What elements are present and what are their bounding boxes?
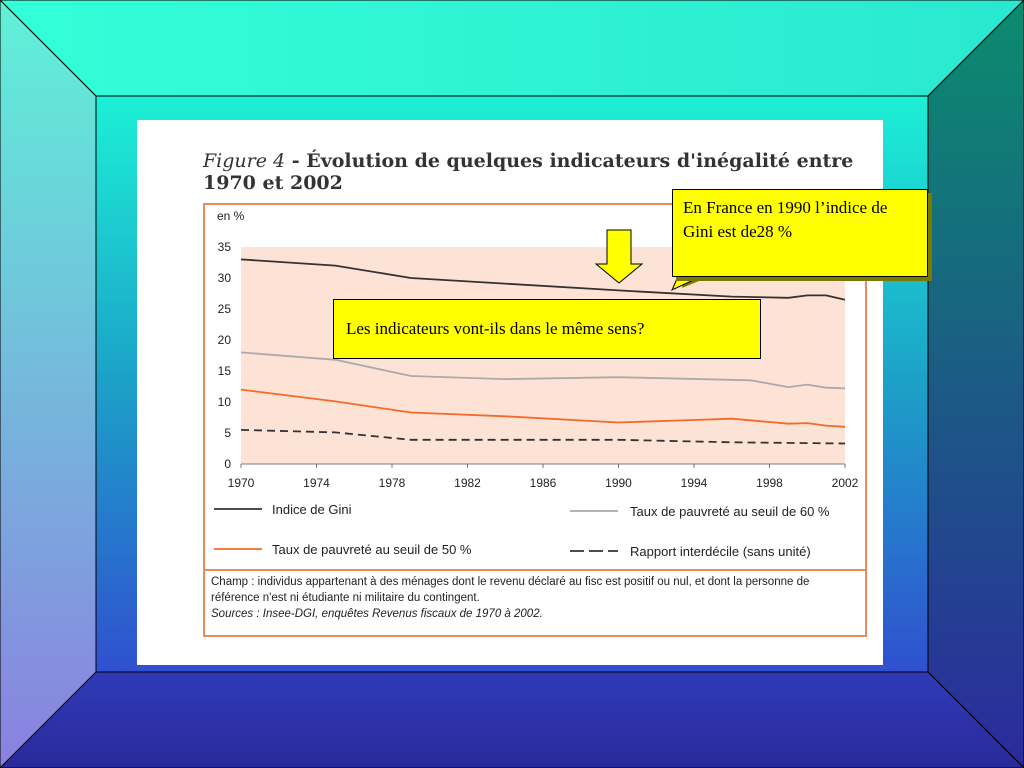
y-tick-label: 20 (217, 333, 231, 347)
figure-title-text: - Évolution de quelques indicateurs d'inégalité entre 1970 et 2002 (203, 150, 854, 194)
y-tick-label: 35 (217, 240, 231, 254)
y-tick-label: 0 (224, 457, 231, 471)
x-tick-label: 1998 (756, 476, 783, 490)
y-tick-label: 25 (217, 302, 231, 316)
x-tick-label: 1970 (227, 476, 255, 490)
x-tick-label: 1974 (303, 476, 330, 490)
y-axis (218, 240, 232, 471)
gini-callout: En France en 1990 l’indice de Gini est de28 % (672, 189, 928, 277)
x-axis (228, 464, 859, 490)
note-champ: Champ : individus appartenant à des ménages dont le revenu déclaré au fisc est positif ou nul, et dont la personne de référence n'est ni étudiante ni militaire du contingent. (211, 576, 810, 604)
y-tick-label: 10 (217, 395, 231, 409)
x-tick-label: 1986 (529, 476, 557, 490)
legend-label-1: Indice de Gini (272, 502, 352, 517)
question-callout: Les indicateurs vont-ils dans le même sens? (333, 299, 761, 359)
figure-number: Figure 4 (203, 150, 286, 172)
x-tick-label: 1982 (454, 476, 481, 490)
legend-label-4: Rapport interdécile (sans unité) (630, 544, 811, 559)
legend (214, 502, 830, 559)
x-tick-label: 1994 (680, 476, 708, 490)
y-tick-label: 15 (217, 364, 231, 378)
x-tick-label: 2002 (831, 476, 859, 490)
y-tick-label: 30 (217, 271, 231, 285)
legend-label-3: Taux de pauvreté au seuil de 50 % (272, 542, 472, 557)
x-tick-label: 1990 (605, 476, 632, 490)
y-tick-label: 5 (224, 426, 231, 440)
note-sources: Sources : Insee-DGI, enquêtes Revenus fiscaux de 1970 à 2002. (211, 608, 543, 620)
x-tick-label: 1978 (378, 476, 406, 490)
legend-label-2: Taux de pauvreté au seuil de 60 % (630, 504, 830, 519)
y-axis-label: en % (217, 209, 245, 223)
figure-notes (205, 569, 865, 635)
